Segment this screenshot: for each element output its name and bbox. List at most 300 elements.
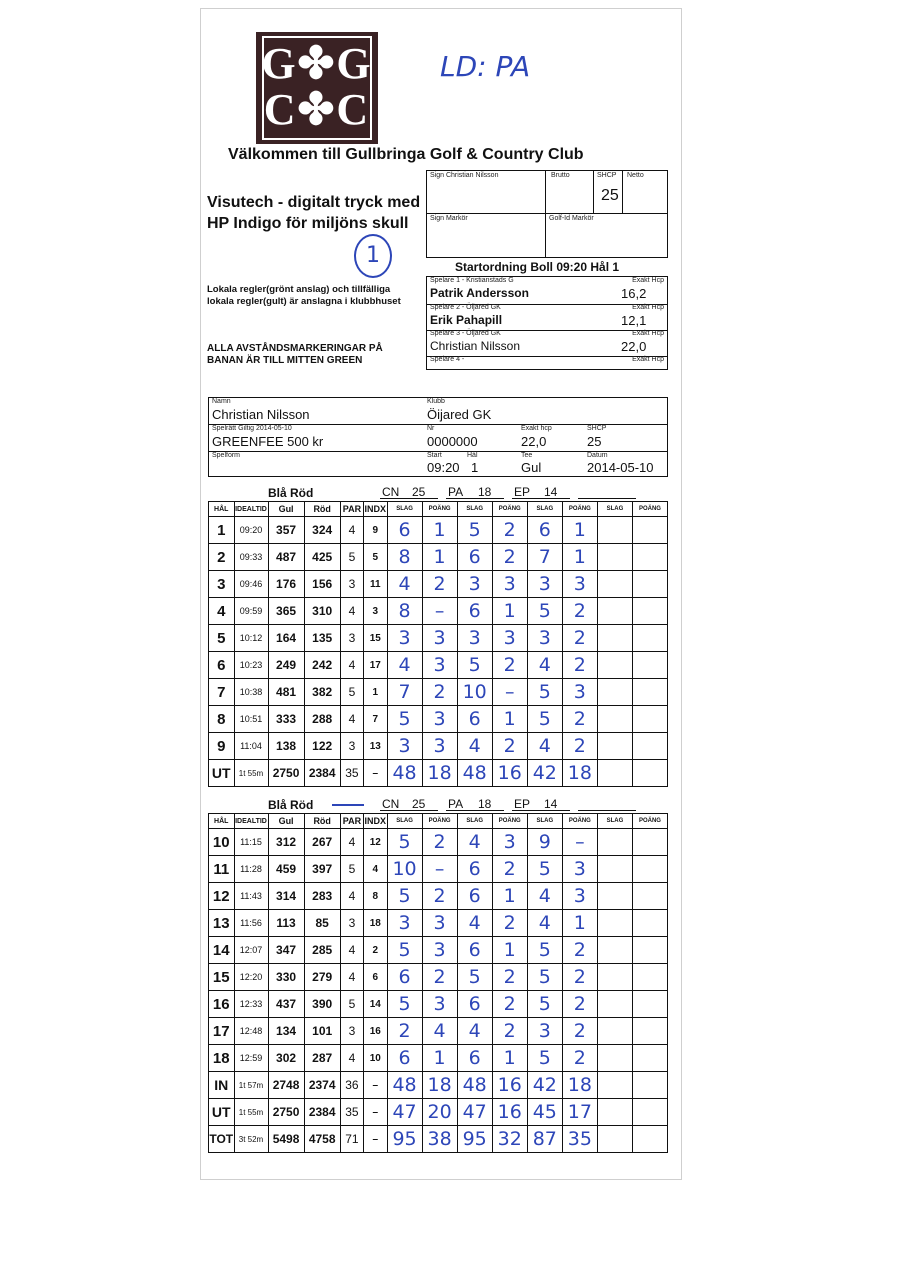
- back-player-head-3: [512, 798, 570, 811]
- back-par-cell: 35: [340, 1099, 363, 1126]
- back-ep-points-cell: 2: [562, 1045, 597, 1072]
- back-col-header: IDEALTID: [234, 814, 268, 829]
- back-row: [209, 1072, 668, 1099]
- back-empty-player-cell: [597, 991, 632, 1018]
- back-col-header: PAR: [340, 814, 363, 829]
- front-hole-cell: 5: [209, 625, 235, 652]
- back-empty-player-cell: [632, 1126, 667, 1153]
- back-ep-strokes-cell: 5: [527, 1045, 562, 1072]
- front-row: [209, 517, 668, 544]
- front-ep-points-cell: 1: [562, 517, 597, 544]
- back-row: [209, 991, 668, 1018]
- front-gul-cell: 487: [268, 544, 304, 571]
- player-1-hcp-label: Exakt Hcp: [632, 277, 664, 284]
- player-2-hcp-label: Exakt Hcp: [632, 304, 664, 311]
- front-gul-cell: 2750: [268, 760, 304, 787]
- signature-box: [426, 170, 668, 258]
- back-tid-cell: 12:07: [234, 937, 268, 964]
- back-empty-player-cell: [597, 1072, 632, 1099]
- back-player-head-1: [380, 798, 438, 811]
- back-gul-cell: 2748: [268, 1072, 304, 1099]
- front-ep-points-cell: 2: [562, 652, 597, 679]
- front-hole-cell: 6: [209, 652, 235, 679]
- back-tid-cell: 12:48: [234, 1018, 268, 1045]
- back-hole-cell: 18: [209, 1045, 235, 1072]
- tees-label-front: Blå Röd: [268, 486, 314, 500]
- player-name: Christian Nilsson: [212, 407, 310, 422]
- tee-label: Tee: [521, 452, 533, 459]
- back-cn-strokes-cell: 95: [387, 1126, 422, 1153]
- exact-hcp-label: Exakt hcp: [521, 425, 552, 432]
- back-empty-player-cell: [597, 910, 632, 937]
- back-cn-points-cell: 3: [422, 910, 457, 937]
- front-poang-header: POÄNG: [422, 502, 457, 517]
- start-hole: 1: [471, 460, 479, 475]
- back-header-row: [209, 814, 668, 829]
- back-pa-points-cell: 2: [492, 910, 527, 937]
- back-empty-player-cell: [632, 1099, 667, 1126]
- front-cn-points-cell: 3: [422, 733, 457, 760]
- back-row: [209, 829, 668, 856]
- front-empty-player-cell: [597, 760, 632, 787]
- back-empty-player-cell: [597, 829, 632, 856]
- front-pa-points-cell: 1: [492, 706, 527, 733]
- back-pa-strokes-cell: 6: [457, 1045, 492, 1072]
- back-cn-points-cell: –: [422, 856, 457, 883]
- front-gul-cell: 138: [268, 733, 304, 760]
- front-empty-player-cell: [632, 679, 667, 706]
- front-ep-points-cell: 2: [562, 733, 597, 760]
- back-ep-points-cell: –: [562, 829, 597, 856]
- front-pa-points-cell: 2: [492, 733, 527, 760]
- front-player-head-3: [512, 486, 570, 499]
- front-empty-player-cell: [632, 760, 667, 787]
- front-par-cell: 4: [340, 706, 363, 733]
- back-cn-strokes-cell: 5: [387, 883, 422, 910]
- front-gul-cell: 365: [268, 598, 304, 625]
- front-row: [209, 733, 668, 760]
- playing-right-label: Spelrätt Giltig 2014-05-10: [212, 425, 292, 432]
- back-cn-strokes-cell: 5: [387, 829, 422, 856]
- front-idx-cell: 15: [364, 625, 387, 652]
- back-col-header: INDX: [364, 814, 387, 829]
- front-pa-points-cell: 2: [492, 652, 527, 679]
- front-tid-cell: 11:04: [234, 733, 268, 760]
- golfid-label: Golf-Id Markör: [549, 215, 594, 222]
- back-player-initials: CN: [382, 797, 400, 811]
- greenfee: GREENFEE 500 kr: [212, 434, 324, 449]
- front-hole-cell: 1: [209, 517, 235, 544]
- back-row: [209, 883, 668, 910]
- back-idx-cell: –: [364, 1126, 387, 1153]
- front-slag-header: SLAG: [457, 502, 492, 517]
- front-ep-points-cell: 2: [562, 598, 597, 625]
- back-empty-player-cell: [632, 856, 667, 883]
- back-pa-points-cell: 16: [492, 1072, 527, 1099]
- back-row: [209, 1018, 668, 1045]
- player-club: Öijared GK: [427, 407, 492, 422]
- front-hole-cell: 8: [209, 706, 235, 733]
- back-gul-cell: 437: [268, 991, 304, 1018]
- back-rod-cell: 285: [304, 937, 340, 964]
- back-ep-strokes-cell: 5: [527, 937, 562, 964]
- handwritten-dash: [332, 804, 364, 806]
- back-cn-points-cell: 18: [422, 1072, 457, 1099]
- front-cn-points-cell: –: [422, 598, 457, 625]
- back-rod-cell: 287: [304, 1045, 340, 1072]
- front-pa-strokes-cell: 5: [457, 517, 492, 544]
- back-pa-strokes-cell: 4: [457, 829, 492, 856]
- front-empty-player-cell: [632, 625, 667, 652]
- front-row: [209, 544, 668, 571]
- front-player-shcp: 18: [478, 485, 492, 499]
- back-hole-cell: 11: [209, 856, 235, 883]
- back-rod-cell: 101: [304, 1018, 340, 1045]
- back-pa-points-cell: 2: [492, 991, 527, 1018]
- front-ep-strokes-cell: 5: [527, 706, 562, 733]
- exact-hcp-value: 22,0: [521, 434, 547, 449]
- back-slag-header: SLAG: [457, 814, 492, 829]
- back-tid-cell: 12:33: [234, 991, 268, 1018]
- front-empty-player-cell: [597, 517, 632, 544]
- back-empty-player-cell: [632, 937, 667, 964]
- back-par-cell: 4: [340, 937, 363, 964]
- front-row: [209, 598, 668, 625]
- back-cn-points-cell: 20: [422, 1099, 457, 1126]
- front-par-cell: 4: [340, 598, 363, 625]
- front-pa-strokes-cell: 6: [457, 706, 492, 733]
- front-pa-points-cell: 1: [492, 598, 527, 625]
- back-idx-cell: 8: [364, 883, 387, 910]
- back-ep-strokes-cell: 4: [527, 910, 562, 937]
- front-ep-points-cell: 1: [562, 544, 597, 571]
- front-cn-strokes-cell: 4: [387, 571, 422, 598]
- front-pa-points-cell: –: [492, 679, 527, 706]
- back-empty-player-cell: [632, 1072, 667, 1099]
- back-rod-cell: 4758: [304, 1126, 340, 1153]
- back-par-cell: 3: [340, 910, 363, 937]
- back-gul-cell: 302: [268, 1045, 304, 1072]
- front-idx-cell: 1: [364, 679, 387, 706]
- front-tid-cell: 09:59: [234, 598, 268, 625]
- back-tid-cell: 12:59: [234, 1045, 268, 1072]
- front-rod-cell: 425: [304, 544, 340, 571]
- player-2: [427, 304, 667, 331]
- front-player-head-1: [380, 486, 438, 499]
- back-rod-cell: 267: [304, 829, 340, 856]
- player-4-hcp-label: Exakt Hcp: [632, 356, 664, 363]
- front-ep-strokes-cell: 3: [527, 625, 562, 652]
- back-par-cell: 71: [340, 1126, 363, 1153]
- back-par-cell: 4: [340, 883, 363, 910]
- front-empty-player-cell: [597, 544, 632, 571]
- back-row: [209, 1126, 668, 1153]
- front-ep-strokes-cell: 5: [527, 598, 562, 625]
- back-par-cell: 3: [340, 1018, 363, 1045]
- back-cn-strokes-cell: 5: [387, 937, 422, 964]
- front-empty-player-cell: [632, 544, 667, 571]
- front-empty-player-cell: [632, 733, 667, 760]
- start-time: 09:20: [427, 460, 460, 475]
- back-pa-strokes-cell: 5: [457, 964, 492, 991]
- player-1-hcp: 16,2: [621, 286, 647, 301]
- handwritten-circle-number: 1: [366, 243, 380, 268]
- back-row: [209, 1045, 668, 1072]
- front-poang-header: POÄNG: [632, 502, 667, 517]
- back-pa-points-cell: 2: [492, 856, 527, 883]
- front-pa-strokes-cell: 3: [457, 625, 492, 652]
- start-label: Start: [427, 452, 442, 459]
- front-idx-cell: 9: [364, 517, 387, 544]
- front-pa-points-cell: 2: [492, 544, 527, 571]
- back-pa-points-cell: 2: [492, 1018, 527, 1045]
- back-cn-points-cell: 1: [422, 1045, 457, 1072]
- back-cn-strokes-cell: 6: [387, 1045, 422, 1072]
- player-3-label: Spelare 3 - Öijared GK: [430, 330, 501, 337]
- back-cn-points-cell: 2: [422, 829, 457, 856]
- back-ep-points-cell: 17: [562, 1099, 597, 1126]
- front-ep-strokes-cell: 4: [527, 733, 562, 760]
- front-par-cell: 4: [340, 652, 363, 679]
- front-gul-cell: 481: [268, 679, 304, 706]
- front-ep-strokes-cell: 5: [527, 679, 562, 706]
- front-row: [209, 706, 668, 733]
- back-empty-player-cell: [632, 883, 667, 910]
- back-tid-cell: 11:15: [234, 829, 268, 856]
- front-pa-strokes-cell: 6: [457, 544, 492, 571]
- back-cn-strokes-cell: 10: [387, 856, 422, 883]
- back-cn-points-cell: 3: [422, 937, 457, 964]
- back-hole-cell: 10: [209, 829, 235, 856]
- back-gul-cell: 312: [268, 829, 304, 856]
- back-empty-player-cell: [597, 1126, 632, 1153]
- front-row: [209, 571, 668, 598]
- back-ep-points-cell: 2: [562, 991, 597, 1018]
- front-cn-points-cell: 3: [422, 706, 457, 733]
- front-empty-player-cell: [597, 598, 632, 625]
- front-empty-player-cell: [632, 598, 667, 625]
- back-rod-cell: 85: [304, 910, 340, 937]
- player-4: [427, 356, 667, 368]
- back-nine-table: [208, 813, 668, 1153]
- front-rod-cell: 156: [304, 571, 340, 598]
- date-value: 2014-05-10: [587, 460, 654, 475]
- front-pa-strokes-cell: 4: [457, 733, 492, 760]
- back-idx-cell: 10: [364, 1045, 387, 1072]
- front-pa-points-cell: 2: [492, 517, 527, 544]
- back-row: [209, 964, 668, 991]
- front-slag-header: SLAG: [527, 502, 562, 517]
- front-rod-cell: 2384: [304, 760, 340, 787]
- player-3-hcp-label: Exakt Hcp: [632, 330, 664, 337]
- back-poang-header: POÄNG: [492, 814, 527, 829]
- back-poang-header: POÄNG: [422, 814, 457, 829]
- front-cn-strokes-cell: 8: [387, 598, 422, 625]
- front-gul-cell: 249: [268, 652, 304, 679]
- front-cn-strokes-cell: 6: [387, 517, 422, 544]
- front-cn-strokes-cell: 7: [387, 679, 422, 706]
- netto-label: Netto: [627, 172, 644, 179]
- back-cn-strokes-cell: 5: [387, 991, 422, 1018]
- back-player-initials: PA: [448, 797, 464, 811]
- player-1-name: Patrik Andersson: [430, 286, 529, 300]
- front-pa-points-cell: 16: [492, 760, 527, 787]
- back-par-cell: 36: [340, 1072, 363, 1099]
- back-hole-cell: 12: [209, 883, 235, 910]
- shcp-label: SHCP: [597, 172, 617, 179]
- front-cn-points-cell: 1: [422, 517, 457, 544]
- marker-label: Sign Markör: [430, 215, 468, 222]
- front-gul-cell: 176: [268, 571, 304, 598]
- front-pa-points-cell: 3: [492, 571, 527, 598]
- game-form-label: Spelform: [212, 452, 241, 459]
- handwritten-note: LD: PA: [440, 50, 531, 83]
- front-ep-points-cell: 2: [562, 706, 597, 733]
- player-4-label: Spelare 4 -: [430, 356, 465, 363]
- back-pa-points-cell: 1: [492, 937, 527, 964]
- front-header-row: [209, 502, 668, 517]
- promo-text: Visutech - digitalt tryck med HP Indigo för miljöns skull: [207, 194, 421, 232]
- back-player-shcp: 18: [478, 797, 492, 811]
- back-par-cell: 5: [340, 991, 363, 1018]
- front-pa-strokes-cell: 6: [457, 598, 492, 625]
- player-1: [427, 277, 667, 305]
- back-pa-strokes-cell: 95: [457, 1126, 492, 1153]
- back-ep-strokes-cell: 5: [527, 856, 562, 883]
- back-par-cell: 4: [340, 829, 363, 856]
- back-ep-strokes-cell: 5: [527, 991, 562, 1018]
- back-empty-player-cell: [597, 937, 632, 964]
- front-player-shcp: 25: [412, 485, 426, 499]
- back-empty-player-cell: [597, 1018, 632, 1045]
- back-empty-player-cell: [597, 883, 632, 910]
- back-empty-player-cell: [597, 1099, 632, 1126]
- front-empty-player-cell: [597, 652, 632, 679]
- front-rod-cell: 288: [304, 706, 340, 733]
- back-hole-cell: 14: [209, 937, 235, 964]
- front-idx-cell: 5: [364, 544, 387, 571]
- back-gul-cell: 459: [268, 856, 304, 883]
- front-pa-strokes-cell: 3: [457, 571, 492, 598]
- back-empty-player-cell: [632, 829, 667, 856]
- front-par-cell: 5: [340, 679, 363, 706]
- front-cn-strokes-cell: 3: [387, 625, 422, 652]
- front-pa-strokes-cell: 10: [457, 679, 492, 706]
- front-par-cell: 3: [340, 625, 363, 652]
- back-ep-points-cell: 35: [562, 1126, 597, 1153]
- front-idx-cell: 3: [364, 598, 387, 625]
- front-col-header: HÅL: [209, 502, 235, 517]
- back-tid-cell: 11:28: [234, 856, 268, 883]
- back-rod-cell: 397: [304, 856, 340, 883]
- front-rod-cell: 135: [304, 625, 340, 652]
- logo-line-2: C✤C: [263, 85, 371, 134]
- back-cn-strokes-cell: 3: [387, 910, 422, 937]
- back-ep-strokes-cell: 5: [527, 964, 562, 991]
- tee-value: Gul: [521, 460, 542, 475]
- front-empty-player-cell: [597, 679, 632, 706]
- front-empty-player-cell: [597, 571, 632, 598]
- front-empty-player-cell: [632, 652, 667, 679]
- front-player-initials: PA: [448, 485, 464, 499]
- back-cn-points-cell: 2: [422, 883, 457, 910]
- front-empty-player-cell: [597, 733, 632, 760]
- front-pa-points-cell: 3: [492, 625, 527, 652]
- back-cn-strokes-cell: 6: [387, 964, 422, 991]
- back-ep-points-cell: 3: [562, 883, 597, 910]
- player-2-hcp: 12,1: [621, 313, 647, 328]
- front-gul-cell: 164: [268, 625, 304, 652]
- front-empty-player-cell: [632, 571, 667, 598]
- back-cn-strokes-cell: 2: [387, 1018, 422, 1045]
- back-pa-points-cell: 3: [492, 829, 527, 856]
- front-tid-cell: 09:20: [234, 517, 268, 544]
- front-player-initials: EP: [514, 485, 531, 499]
- player-3-name: Christian Nilsson: [430, 339, 521, 353]
- back-pa-strokes-cell: 6: [457, 883, 492, 910]
- front-hole-cell: 9: [209, 733, 235, 760]
- front-nine-table: [208, 501, 668, 787]
- front-rod-cell: 310: [304, 598, 340, 625]
- front-player-initials: CN: [382, 485, 400, 499]
- logo-line-1: G✤G: [261, 39, 373, 88]
- front-empty-player-cell: [597, 625, 632, 652]
- back-slag-header: SLAG: [597, 814, 632, 829]
- front-idx-cell: 13: [364, 733, 387, 760]
- back-empty-player-cell: [632, 910, 667, 937]
- back-pa-strokes-cell: 48: [457, 1072, 492, 1099]
- front-row: [209, 760, 668, 787]
- back-cn-points-cell: 2: [422, 964, 457, 991]
- back-col-header: Gul: [268, 814, 304, 829]
- front-par-cell: 5: [340, 544, 363, 571]
- front-col-header: PAR: [340, 502, 363, 517]
- back-player-shcp: 14: [544, 797, 558, 811]
- back-gul-cell: 330: [268, 964, 304, 991]
- front-slag-header: SLAG: [597, 502, 632, 517]
- back-row: [209, 910, 668, 937]
- front-cn-strokes-cell: 5: [387, 706, 422, 733]
- front-empty-player-cell: [597, 706, 632, 733]
- back-gul-cell: 347: [268, 937, 304, 964]
- front-cn-points-cell: 18: [422, 760, 457, 787]
- front-pa-strokes-cell: 5: [457, 652, 492, 679]
- front-ep-strokes-cell: 3: [527, 571, 562, 598]
- front-pa-strokes-cell: 48: [457, 760, 492, 787]
- back-idx-cell: 18: [364, 910, 387, 937]
- back-ep-strokes-cell: 9: [527, 829, 562, 856]
- front-tid-cell: 09:46: [234, 571, 268, 598]
- back-idx-cell: 12: [364, 829, 387, 856]
- front-cn-strokes-cell: 4: [387, 652, 422, 679]
- front-empty-player-cell: [632, 706, 667, 733]
- front-par-cell: 4: [340, 517, 363, 544]
- back-rod-cell: 283: [304, 883, 340, 910]
- back-pa-strokes-cell: 6: [457, 991, 492, 1018]
- back-pa-points-cell: 2: [492, 964, 527, 991]
- player-2-label: Spelare 2 - Öijared GK: [430, 304, 501, 311]
- back-pa-strokes-cell: 4: [457, 910, 492, 937]
- back-idx-cell: 4: [364, 856, 387, 883]
- front-row: [209, 625, 668, 652]
- welcome-title: Välkommen till Gullbringa Golf & Country Club: [228, 146, 584, 163]
- front-col-header: Gul: [268, 502, 304, 517]
- back-hole-cell: 15: [209, 964, 235, 991]
- front-row: [209, 679, 668, 706]
- front-poang-header: POÄNG: [492, 502, 527, 517]
- front-cn-points-cell: 3: [422, 652, 457, 679]
- back-empty-player-cell: [632, 1045, 667, 1072]
